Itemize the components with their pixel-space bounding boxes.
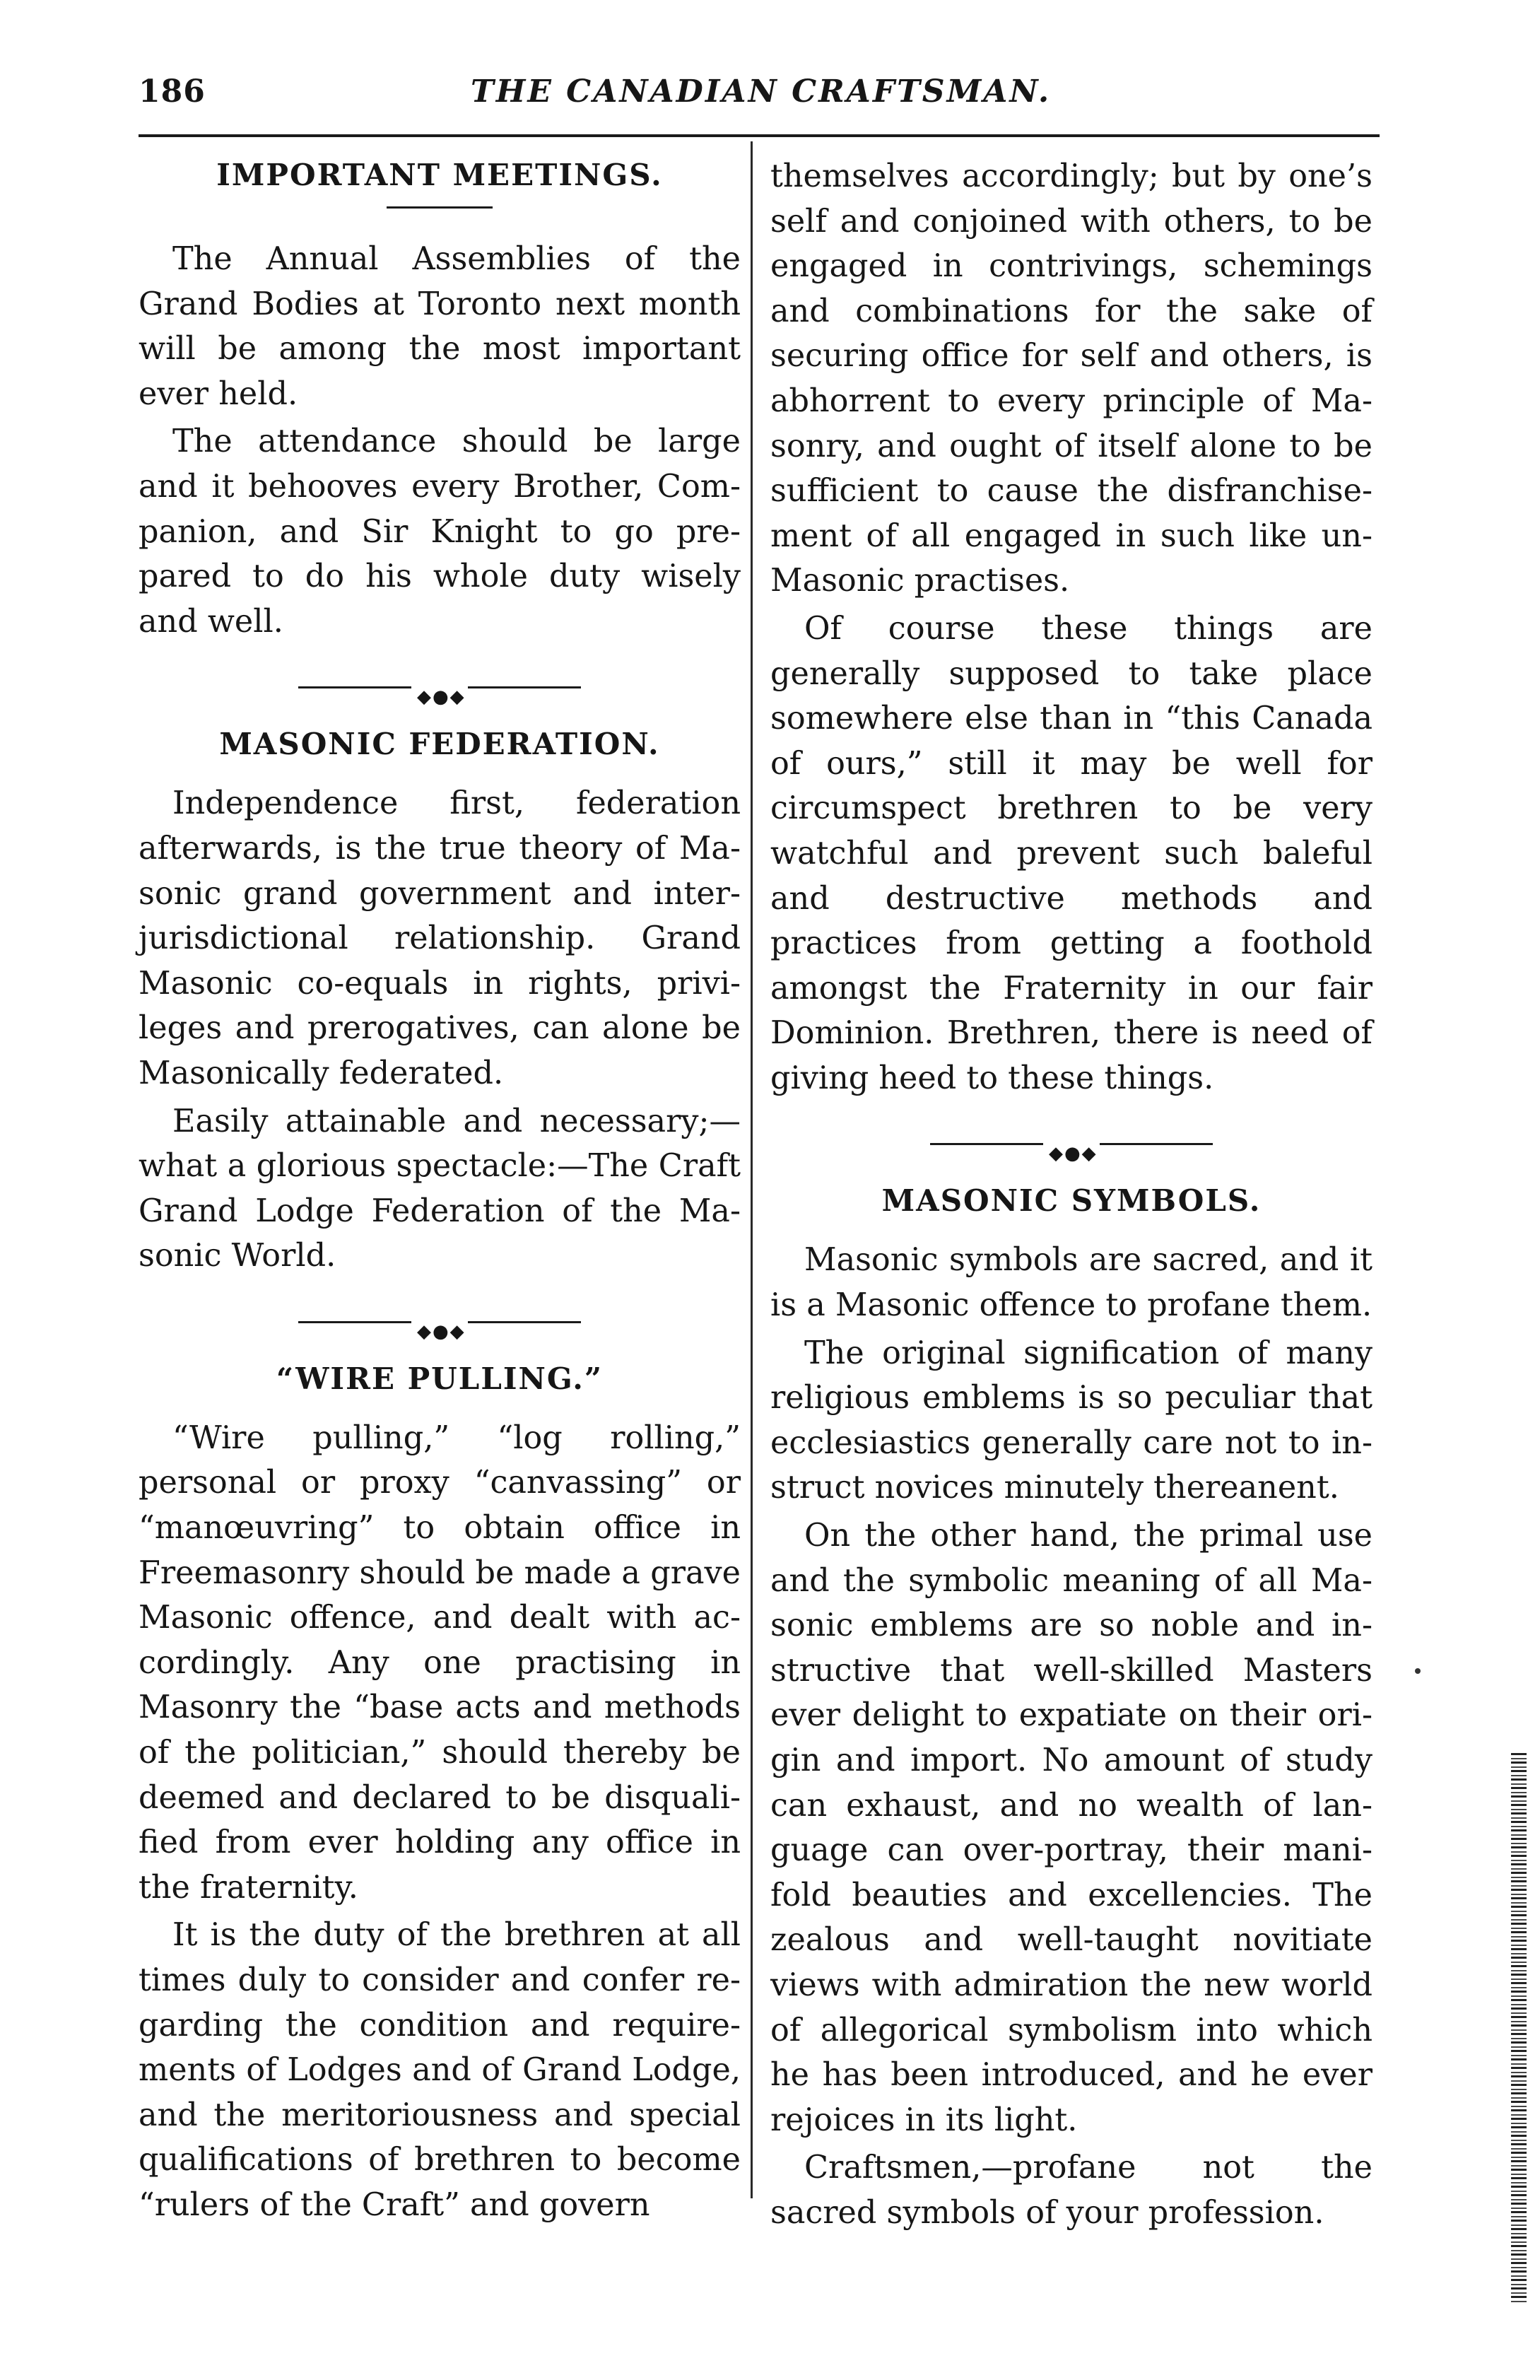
article-paragraph: Of course these things are generally supposed to take place somewhere else than in “this Canada of ours,” still it may be well for circumspect brethren to be very watchful and prevent such baleful and destructive methods and practices from getting a foothold amongst the Fraternity in our fair Dominion. Brethren, there is need of giving heed to these things.	[770, 610, 1373, 1096]
article-wire-pulling	[139, 1358, 741, 2228]
scan-speck	[1415, 1668, 1421, 1674]
article-paragraph: The original signification of many religious emblems is so peculiar that ecclesiastics generally care not to instruct novices minutely thereanent.	[770, 1335, 1373, 1506]
article-paragraph: The attendance should be large and it behooves every Brother, Companion, and Sir Knight to go prepared to do his whole duty wisely and well.	[139, 423, 741, 640]
article-paragraph: On the other hand, the primal use and the symbolic meaning of all Masonic emblems are so noble and instructive that well-skilled Masters ever delight to expatiate on their origin and import. No amount of study can exhaust, and no wealth of language can over-portray, their manifold beauties and excellencies. The zealous and well-taught novitiate views with admiration the new world of allegorical symbolism into which he has been introduced, and he ever rejoices in its light.	[770, 1518, 1373, 2138]
section-separator	[298, 1308, 581, 1342]
article-heading: MASONIC FEDERATION.	[219, 727, 660, 762]
article-paragraph: “Wire pulling,” “log rolling,” personal or proxy “canvassing” or “manœuvring” to obtain office in Freemasonry should be made a grave Masonic offence, and dealt with accordingly. Any one practising in Masonry the “base acts and methods of the politician,” should thereby be deemed and declared to be disqualified from ever holding any office in the fraternity.	[139, 1419, 741, 1906]
page-header	[139, 71, 1340, 127]
article-wire-pulling-continued	[770, 154, 1373, 1101]
article-heading: “WIRE PULLING.”	[276, 1361, 604, 1396]
right-column	[770, 154, 1373, 2236]
article-paragraph: The Annual Assemblies of the Grand Bodies at Toronto next month will be among the most important ever held.	[139, 241, 741, 412]
article-paragraph: Masonic symbols are sacred, and it is a Masonic offence to profane them.	[770, 1242, 1373, 1324]
header-rule	[139, 134, 1380, 137]
separator-ornament-icon: ◆●◆	[417, 1320, 466, 1342]
article-paragraph: themselves accordingly; but by one’s self and conjoined with others, to be engaged in contrivings, schemings and combinations for the sake of securing office for self and others, is abhorrent to every principle of Masonry, and ought of itself alone to be sufficient to cause the disfranchisement of all engaged in such like un-Masonic practises.	[770, 158, 1373, 599]
section-separator	[298, 674, 581, 708]
page-number: 186	[139, 74, 206, 110]
article-paragraph: It is the duty of the brethren at all times duly to consider and confer regarding the condition and requirements of Lodges and of Grand Lodge, and the meritoriousness and special qualifications of brethren to become “rulers of the Craft” and govern	[139, 1917, 741, 2223]
article-heading: IMPORTANT MEETINGS.	[216, 158, 663, 192]
article-masonic-symbols	[770, 1180, 1373, 2235]
article-paragraph: Easily attainable and necessary;—what a glorious spectacle:—The Craft Grand Lodge Federation of the Masonic World.	[139, 1103, 741, 1274]
article-paragraph: Independence first, federation afterwards, is the true theory of Masonic grand government and inter-jurisdictional relationship. Grand Masonic co-equals in rights, privileges and prerogatives, can alone be Masonically federated.	[139, 785, 741, 1091]
article-masonic-federation	[139, 723, 741, 1279]
section-separator	[930, 1130, 1213, 1165]
article-important-meetings	[139, 154, 741, 644]
separator-ornament-icon: ◆●◆	[1049, 1143, 1098, 1165]
column-divider	[751, 141, 753, 2198]
running-title: THE CANADIAN CRAFTSMAN.	[471, 74, 1052, 110]
separator-ornament-icon: ◆●◆	[417, 686, 466, 708]
article-heading: MASONIC SYMBOLS.	[881, 1183, 1262, 1219]
scan-edge-artifact	[1511, 1753, 1527, 2304]
left-column	[139, 154, 741, 2228]
article-paragraph: Craftsmen,—profane not the sacred symbols of your profession.	[770, 2150, 1373, 2231]
heading-rule	[387, 206, 493, 209]
